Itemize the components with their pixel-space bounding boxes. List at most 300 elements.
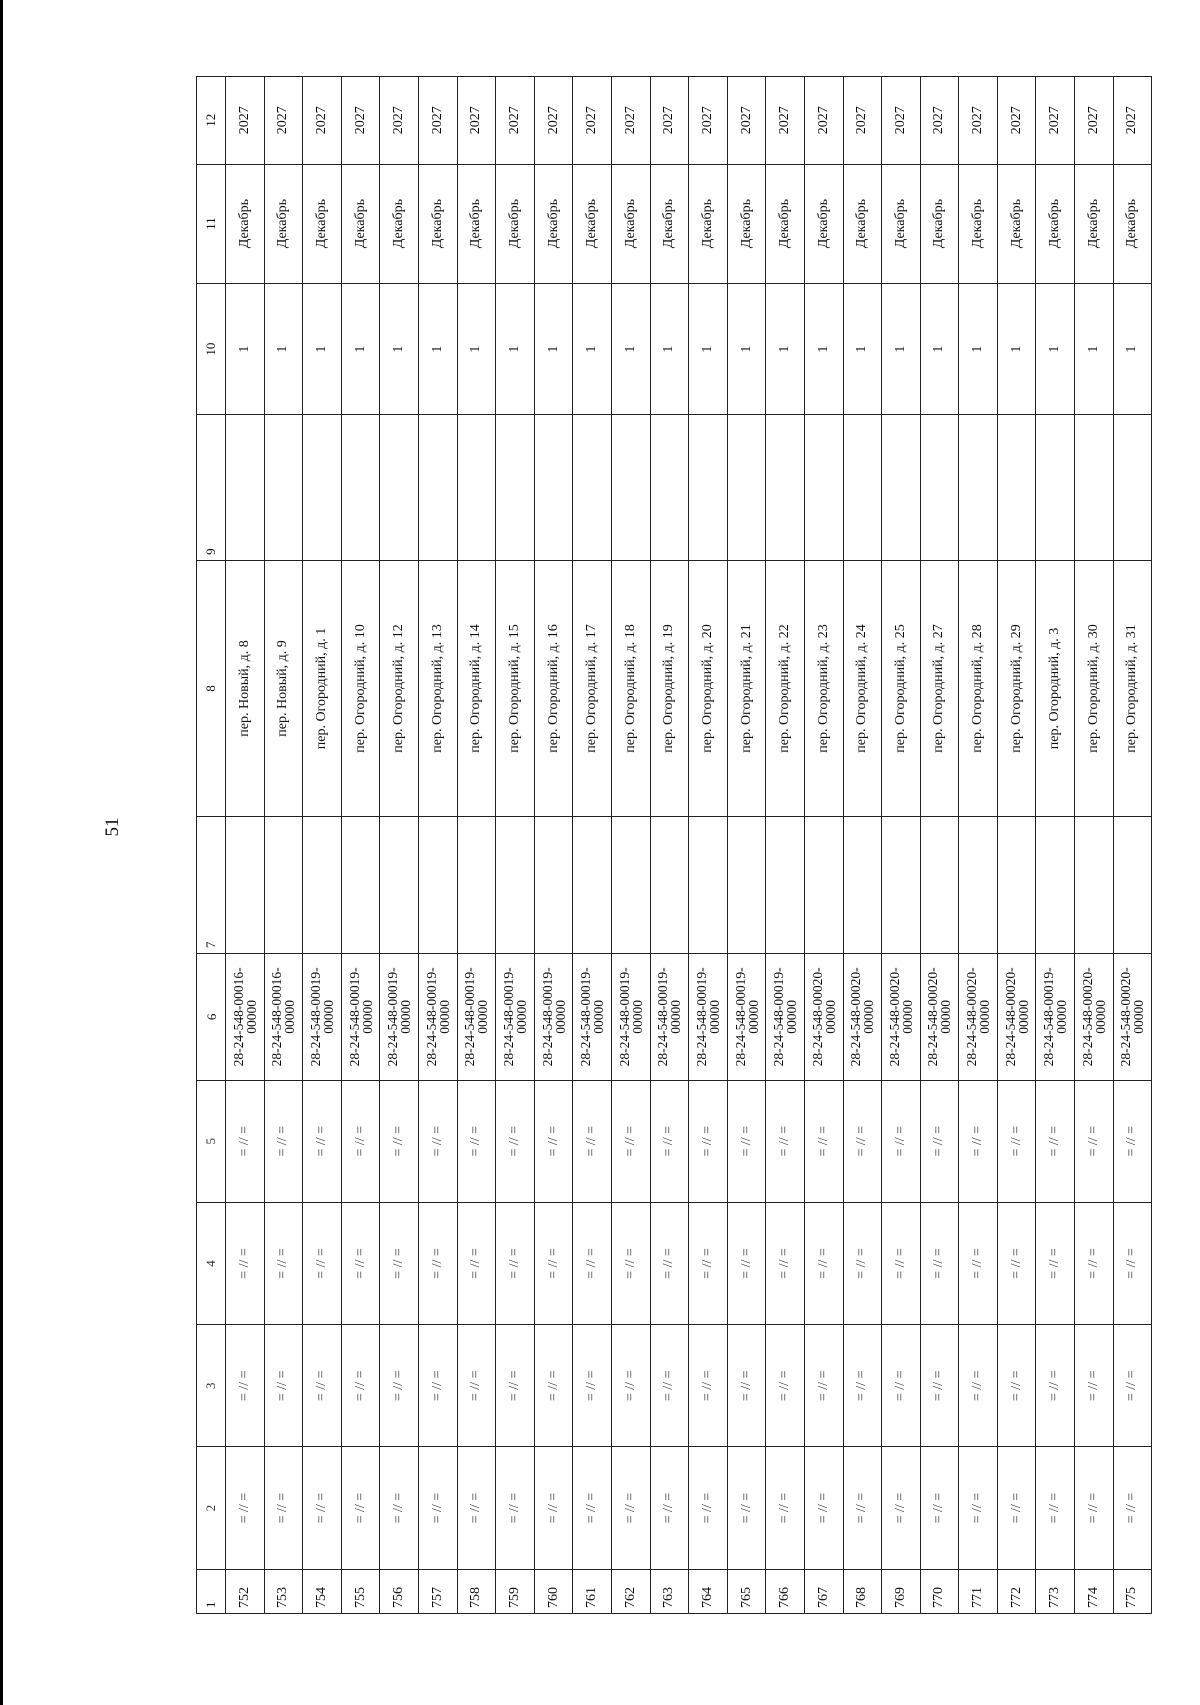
col9-cell — [920, 415, 959, 560]
col7-cell — [1036, 817, 1075, 954]
col2-cell: = // = — [650, 1447, 689, 1569]
address-cell: пер. Огородний, д. 28 — [959, 560, 998, 816]
col9-cell — [997, 415, 1036, 560]
code-cell: 28-24-548-00019-00000 — [611, 954, 650, 1081]
col4-cell: = // = — [534, 1202, 573, 1324]
col7-cell — [1075, 817, 1114, 954]
col9-cell — [689, 415, 728, 560]
col9-cell — [457, 415, 496, 560]
address-cell: пер. Новый, д. 8 — [226, 560, 265, 816]
col2-cell: = // = — [1113, 1447, 1152, 1569]
row-number-cell: 759 — [496, 1569, 535, 1613]
code-cell: 28-24-548-00019-00000 — [457, 954, 496, 1081]
col3-cell: = // = — [959, 1325, 998, 1447]
col3-cell: = // = — [804, 1325, 843, 1447]
month-cell: Декабрь — [418, 164, 457, 283]
col2-cell: = // = — [727, 1447, 766, 1569]
table-row — [1036, 77, 1075, 1614]
table-row — [882, 77, 921, 1614]
column-header: 12 — [197, 77, 226, 165]
col3-cell: = // = — [534, 1325, 573, 1447]
address-cell: пер. Огородний, д. 18 — [611, 560, 650, 816]
code-cell: 28-24-548-00020-00000 — [1113, 954, 1152, 1081]
quantity-cell: 1 — [496, 283, 535, 415]
col7-cell — [380, 817, 419, 954]
col9-cell — [650, 415, 689, 560]
col2-cell: = // = — [689, 1447, 728, 1569]
year-cell: 2027 — [727, 77, 766, 165]
col7-cell — [1113, 817, 1152, 954]
row-number-cell: 765 — [727, 1569, 766, 1613]
quantity-cell: 1 — [766, 283, 805, 415]
month-cell: Декабрь — [959, 164, 998, 283]
table-row — [843, 77, 882, 1614]
col7-cell — [264, 817, 303, 954]
column-header: 10 — [197, 283, 226, 415]
col3-cell: = // = — [341, 1325, 380, 1447]
month-cell: Декабрь — [804, 164, 843, 283]
col3-cell: = // = — [1075, 1325, 1114, 1447]
col9-cell — [959, 415, 998, 560]
year-cell: 2027 — [303, 77, 342, 165]
year-cell: 2027 — [457, 77, 496, 165]
table-row — [264, 77, 303, 1614]
col2-cell: = // = — [611, 1447, 650, 1569]
quantity-cell: 1 — [303, 283, 342, 415]
col5-cell: = // = — [611, 1080, 650, 1202]
col7-cell — [997, 817, 1036, 954]
row-number-cell: 772 — [997, 1569, 1036, 1613]
col2-cell: = // = — [882, 1447, 921, 1569]
col9-cell — [1036, 415, 1075, 560]
col3-cell: = // = — [689, 1325, 728, 1447]
col9-cell — [611, 415, 650, 560]
column-header: 1 — [197, 1569, 226, 1613]
quantity-cell: 1 — [457, 283, 496, 415]
col5-cell: = // = — [804, 1080, 843, 1202]
col5-cell: = // = — [341, 1080, 380, 1202]
year-cell: 2027 — [959, 77, 998, 165]
table-row — [496, 77, 535, 1614]
year-cell: 2027 — [573, 77, 612, 165]
year-cell: 2027 — [804, 77, 843, 165]
address-cell: пер. Огородний, д. 29 — [997, 560, 1036, 816]
month-cell: Декабрь — [727, 164, 766, 283]
year-cell: 2027 — [1113, 77, 1152, 165]
col5-cell: = // = — [959, 1080, 998, 1202]
col5-cell: = // = — [689, 1080, 728, 1202]
col5-cell: = // = — [457, 1080, 496, 1202]
table-row — [611, 77, 650, 1614]
year-cell: 2027 — [650, 77, 689, 165]
code-cell: 28-24-548-00019-00000 — [689, 954, 728, 1081]
year-cell: 2027 — [496, 77, 535, 165]
col9-cell — [303, 415, 342, 560]
table-row — [766, 77, 805, 1614]
code-cell: 28-24-548-00020-00000 — [882, 954, 921, 1081]
col5-cell: = // = — [418, 1080, 457, 1202]
quantity-cell: 1 — [1075, 283, 1114, 415]
col7-cell — [534, 817, 573, 954]
quantity-cell: 1 — [226, 283, 265, 415]
col9-cell — [341, 415, 380, 560]
col9-cell — [226, 415, 265, 560]
row-number-cell: 752 — [226, 1569, 265, 1613]
table-row — [920, 77, 959, 1614]
col5-cell: = // = — [264, 1080, 303, 1202]
col4-cell: = // = — [380, 1202, 419, 1324]
quantity-cell: 1 — [650, 283, 689, 415]
col5-cell: = // = — [766, 1080, 805, 1202]
col3-cell: = // = — [882, 1325, 921, 1447]
address-cell: пер. Огородний, д. 14 — [457, 560, 496, 816]
col7-cell — [882, 817, 921, 954]
code-cell: 28-24-548-00019-00000 — [380, 954, 419, 1081]
col3-cell: = // = — [766, 1325, 805, 1447]
col5-cell: = // = — [303, 1080, 342, 1202]
table-row — [303, 77, 342, 1614]
col2-cell: = // = — [843, 1447, 882, 1569]
col2-cell: = // = — [920, 1447, 959, 1569]
table-row — [1113, 77, 1152, 1614]
row-number-cell: 770 — [920, 1569, 959, 1613]
month-cell: Декабрь — [882, 164, 921, 283]
quantity-cell: 1 — [611, 283, 650, 415]
row-number-cell: 760 — [534, 1569, 573, 1613]
col3-cell: = // = — [997, 1325, 1036, 1447]
code-cell: 28-24-548-00020-00000 — [920, 954, 959, 1081]
month-cell: Декабрь — [534, 164, 573, 283]
col2-cell: = // = — [457, 1447, 496, 1569]
col4-cell: = // = — [689, 1202, 728, 1324]
col2-cell: = // = — [496, 1447, 535, 1569]
code-cell: 28-24-548-00019-00000 — [534, 954, 573, 1081]
column-header: 7 — [197, 817, 226, 954]
col7-cell — [457, 817, 496, 954]
month-cell: Декабрь — [1113, 164, 1152, 283]
row-number-cell: 769 — [882, 1569, 921, 1613]
code-cell: 28-24-548-00019-00000 — [418, 954, 457, 1081]
col9-cell — [264, 415, 303, 560]
code-cell: 28-24-548-00019-00000 — [766, 954, 805, 1081]
col9-cell — [804, 415, 843, 560]
month-cell: Декабрь — [611, 164, 650, 283]
col7-cell — [920, 817, 959, 954]
table-container — [196, 76, 1147, 1614]
col4-cell: = // = — [727, 1202, 766, 1324]
code-cell: 28-24-548-00019-00000 — [727, 954, 766, 1081]
table-row — [959, 77, 998, 1614]
row-number-cell: 758 — [457, 1569, 496, 1613]
month-cell: Декабрь — [264, 164, 303, 283]
column-header: 2 — [197, 1447, 226, 1569]
row-number-cell: 753 — [264, 1569, 303, 1613]
col7-cell — [611, 817, 650, 954]
col5-cell: = // = — [573, 1080, 612, 1202]
col2-cell: = // = — [573, 1447, 612, 1569]
column-header: 9 — [197, 415, 226, 560]
quantity-cell: 1 — [1036, 283, 1075, 415]
address-cell: пер. Огородний, д. 1 — [303, 560, 342, 816]
col2-cell: = // = — [997, 1447, 1036, 1569]
row-number-cell: 774 — [1075, 1569, 1114, 1613]
address-cell: пер. Огородний, д. 15 — [496, 560, 535, 816]
address-cell: пер. Огородний, д. 25 — [882, 560, 921, 816]
year-cell: 2027 — [766, 77, 805, 165]
column-header: 3 — [197, 1325, 226, 1447]
quantity-cell: 1 — [997, 283, 1036, 415]
col3-cell: = // = — [1113, 1325, 1152, 1447]
quantity-cell: 1 — [804, 283, 843, 415]
col2-cell: = // = — [1075, 1447, 1114, 1569]
month-cell: Декабрь — [689, 164, 728, 283]
year-cell: 2027 — [380, 77, 419, 165]
col7-cell — [650, 817, 689, 954]
col9-cell — [882, 415, 921, 560]
address-cell: пер. Огородний, д. 3 — [1036, 560, 1075, 816]
col3-cell: = // = — [496, 1325, 535, 1447]
table-row — [997, 77, 1036, 1614]
year-cell: 2027 — [843, 77, 882, 165]
col9-cell — [534, 415, 573, 560]
col4-cell: = // = — [611, 1202, 650, 1324]
col3-cell: = // = — [264, 1325, 303, 1447]
code-cell: 28-24-548-00019-00000 — [573, 954, 612, 1081]
month-cell: Декабрь — [573, 164, 612, 283]
col7-cell — [804, 817, 843, 954]
year-cell: 2027 — [418, 77, 457, 165]
month-cell: Декабрь — [380, 164, 419, 283]
column-header: 4 — [197, 1202, 226, 1324]
quantity-cell: 1 — [341, 283, 380, 415]
code-cell: 28-24-548-00020-00000 — [959, 954, 998, 1081]
header-row — [197, 77, 226, 1614]
column-header: 11 — [197, 164, 226, 283]
col3-cell: = // = — [650, 1325, 689, 1447]
row-number-cell: 764 — [689, 1569, 728, 1613]
col3-cell: = // = — [303, 1325, 342, 1447]
col7-cell — [959, 817, 998, 954]
address-cell: пер. Новый, д. 9 — [264, 560, 303, 816]
col3-cell: = // = — [380, 1325, 419, 1447]
address-cell: пер. Огородний, д. 21 — [727, 560, 766, 816]
col4-cell: = // = — [766, 1202, 805, 1324]
quantity-cell: 1 — [959, 283, 998, 415]
col2-cell: = // = — [380, 1447, 419, 1569]
col4-cell: = // = — [882, 1202, 921, 1324]
col5-cell: = // = — [920, 1080, 959, 1202]
quantity-cell: 1 — [418, 283, 457, 415]
table-row — [457, 77, 496, 1614]
col3-cell: = // = — [727, 1325, 766, 1447]
col4-cell: = // = — [1075, 1202, 1114, 1324]
code-cell: 28-24-548-00020-00000 — [1075, 954, 1114, 1081]
code-cell: 28-24-548-00016-00000 — [264, 954, 303, 1081]
col7-cell — [766, 817, 805, 954]
col3-cell: = // = — [1036, 1325, 1075, 1447]
year-cell: 2027 — [341, 77, 380, 165]
quantity-cell: 1 — [882, 283, 921, 415]
table-row — [380, 77, 419, 1614]
year-cell: 2027 — [920, 77, 959, 165]
address-cell: пер. Огородний, д. 20 — [689, 560, 728, 816]
quantity-cell: 1 — [264, 283, 303, 415]
year-cell: 2027 — [1075, 77, 1114, 165]
col4-cell: = // = — [1113, 1202, 1152, 1324]
col5-cell: = // = — [1036, 1080, 1075, 1202]
col9-cell — [418, 415, 457, 560]
code-cell: 28-24-548-00019-00000 — [496, 954, 535, 1081]
row-number-cell: 755 — [341, 1569, 380, 1613]
col5-cell: = // = — [882, 1080, 921, 1202]
quantity-cell: 1 — [380, 283, 419, 415]
table-row — [534, 77, 573, 1614]
address-cell: пер. Огородний, д. 27 — [920, 560, 959, 816]
col9-cell — [727, 415, 766, 560]
col7-cell — [689, 817, 728, 954]
data-table — [196, 76, 1152, 1614]
address-cell: пер. Огородний, д. 23 — [804, 560, 843, 816]
col7-cell — [418, 817, 457, 954]
code-cell: 28-24-548-00019-00000 — [1036, 954, 1075, 1081]
col2-cell: = // = — [418, 1447, 457, 1569]
col2-cell: = // = — [1036, 1447, 1075, 1569]
col3-cell: = // = — [573, 1325, 612, 1447]
table-row — [418, 77, 457, 1614]
col5-cell: = // = — [1075, 1080, 1114, 1202]
table-row — [573, 77, 612, 1614]
year-cell: 2027 — [611, 77, 650, 165]
column-header: 6 — [197, 954, 226, 1081]
year-cell: 2027 — [534, 77, 573, 165]
col2-cell: = // = — [341, 1447, 380, 1569]
col7-cell — [843, 817, 882, 954]
address-cell: пер. Огородний, д. 12 — [380, 560, 419, 816]
row-number-cell: 763 — [650, 1569, 689, 1613]
col2-cell: = // = — [264, 1447, 303, 1569]
col3-cell: = // = — [920, 1325, 959, 1447]
col5-cell: = // = — [534, 1080, 573, 1202]
month-cell: Декабрь — [1036, 164, 1075, 283]
row-number-cell: 768 — [843, 1569, 882, 1613]
address-cell: пер. Огородний, д. 16 — [534, 560, 573, 816]
col4-cell: = // = — [959, 1202, 998, 1324]
col4-cell: = // = — [997, 1202, 1036, 1324]
col5-cell: = // = — [650, 1080, 689, 1202]
col2-cell: = // = — [226, 1447, 265, 1569]
quantity-cell: 1 — [573, 283, 612, 415]
quantity-cell: 1 — [689, 283, 728, 415]
col3-cell: = // = — [843, 1325, 882, 1447]
row-number-cell: 773 — [1036, 1569, 1075, 1613]
col4-cell: = // = — [496, 1202, 535, 1324]
month-cell: Декабрь — [341, 164, 380, 283]
quantity-cell: 1 — [843, 283, 882, 415]
scan-edge-line — [0, 0, 3, 1705]
row-number-cell: 775 — [1113, 1569, 1152, 1613]
col3-cell: = // = — [226, 1325, 265, 1447]
col7-cell — [496, 817, 535, 954]
year-cell: 2027 — [689, 77, 728, 165]
col4-cell: = // = — [264, 1202, 303, 1324]
col4-cell: = // = — [920, 1202, 959, 1324]
col7-cell — [341, 817, 380, 954]
col5-cell: = // = — [226, 1080, 265, 1202]
month-cell: Декабрь — [997, 164, 1036, 283]
code-cell: 28-24-548-00020-00000 — [997, 954, 1036, 1081]
address-cell: пер. Огородний, д. 22 — [766, 560, 805, 816]
address-cell: пер. Огородний, д. 10 — [341, 560, 380, 816]
month-cell: Декабрь — [650, 164, 689, 283]
month-cell: Декабрь — [766, 164, 805, 283]
code-cell: 28-24-548-00019-00000 — [650, 954, 689, 1081]
column-header: 5 — [197, 1080, 226, 1202]
col9-cell — [573, 415, 612, 560]
col4-cell: = // = — [457, 1202, 496, 1324]
code-cell: 28-24-548-00019-00000 — [341, 954, 380, 1081]
month-cell: Декабрь — [496, 164, 535, 283]
col4-cell: = // = — [418, 1202, 457, 1324]
col7-cell — [303, 817, 342, 954]
address-cell: пер. Огородний, д. 17 — [573, 560, 612, 816]
month-cell: Декабрь — [920, 164, 959, 283]
row-number-cell: 754 — [303, 1569, 342, 1613]
col7-cell — [573, 817, 612, 954]
code-cell: 28-24-548-00016-00000 — [226, 954, 265, 1081]
col5-cell: = // = — [727, 1080, 766, 1202]
col2-cell: = // = — [959, 1447, 998, 1569]
address-cell: пер. Огородний, д. 19 — [650, 560, 689, 816]
col2-cell: = // = — [766, 1447, 805, 1569]
col2-cell: = // = — [534, 1447, 573, 1569]
col9-cell — [496, 415, 535, 560]
row-number-cell: 771 — [959, 1569, 998, 1613]
col4-cell: = // = — [804, 1202, 843, 1324]
col5-cell: = // = — [496, 1080, 535, 1202]
code-cell: 28-24-548-00020-00000 — [843, 954, 882, 1081]
col9-cell — [380, 415, 419, 560]
col5-cell: = // = — [843, 1080, 882, 1202]
col4-cell: = // = — [650, 1202, 689, 1324]
address-cell: пер. Огородний, д. 13 — [418, 560, 457, 816]
row-number-cell: 756 — [380, 1569, 419, 1613]
col4-cell: = // = — [1036, 1202, 1075, 1324]
quantity-cell: 1 — [727, 283, 766, 415]
table-row — [226, 77, 265, 1614]
row-number-cell: 766 — [766, 1569, 805, 1613]
col3-cell: = // = — [457, 1325, 496, 1447]
table-row — [1075, 77, 1114, 1614]
page-number: 51 — [102, 817, 123, 837]
col4-cell: = // = — [226, 1202, 265, 1324]
year-cell: 2027 — [882, 77, 921, 165]
row-number-cell: 757 — [418, 1569, 457, 1613]
code-cell: 28-24-548-00020-00000 — [804, 954, 843, 1081]
year-cell: 2027 — [997, 77, 1036, 165]
month-cell: Декабрь — [1075, 164, 1114, 283]
address-cell: пер. Огородний, д. 30 — [1075, 560, 1114, 816]
year-cell: 2027 — [226, 77, 265, 165]
col9-cell — [1113, 415, 1152, 560]
month-cell: Декабрь — [303, 164, 342, 283]
col9-cell — [843, 415, 882, 560]
month-cell: Декабрь — [843, 164, 882, 283]
col3-cell: = // = — [611, 1325, 650, 1447]
code-cell: 28-24-548-00019-00000 — [303, 954, 342, 1081]
col2-cell: = // = — [303, 1447, 342, 1569]
col5-cell: = // = — [1113, 1080, 1152, 1202]
address-cell: пер. Огородний, д. 24 — [843, 560, 882, 816]
